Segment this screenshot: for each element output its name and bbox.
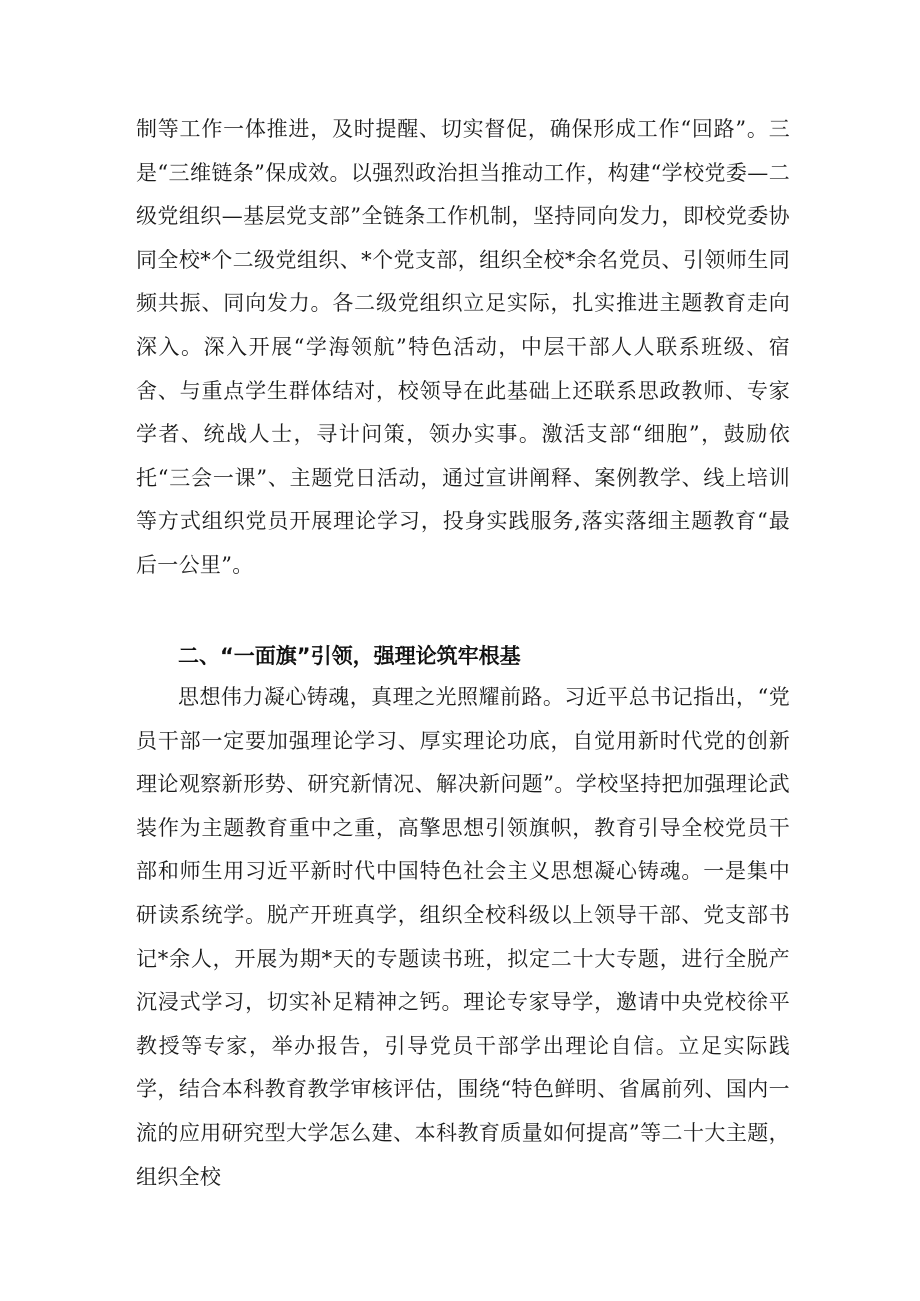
section-heading: 二、“一面旗”引领，强理论筑牢根基 [178, 644, 521, 668]
body-paragraph-continued: 制等工作一体推进，及时提醒、切实督促，确保形成工作“回路”。三是“三维链条”保成效。以强烈政治担当推动工作，构建“学校党委—二级党组织—基层党支部”全链条工作机制，坚持同向发力，即校党委协同全校*个二级党组织、*个党支部，组织全校*余名党员、引领师生同频共振、同向发力。各二级党组织立足实际，扎实推进主题教育走向深入。深入开展“学海领航”特色活动，中层干部人人联系班级、宿舍、与重点学生群体结对，校领导在此基础上还联系思政教师、专家学者、统战人士，寻计问策，领办实事。激活支部“细胞”，鼓励依托“三会一课”、主题党日活动，通过宣讲阐释、案例教学、线上培训等方式组织党员开展理论学习，投身实践服务,落实落细主题教育“最后一公里”。 [136, 117, 790, 577]
body-paragraph: 思想伟力凝心铸魂，真理之光照耀前路。习近平总书记指出，“党员干部一定要加强理论学习、厚实理论功底，自觉用新时代党的创新理论观察新形势、研究新情况、解决新问题”。学校坚持把加强理论武装作为主题教育重中之重，高擎思想引领旗帜，教育引导全校党员干部和师生用习近平新时代中国特色社会主义思想凝心铸魂。一是集中研读系统学。脱产开班真学，组织全校科级以上领导干部、党支部书记*余人，开展为期*天的专题读书班，拟定二十大专题，进行全脱产沉浸式学习，切实补足精神之钙。理论专家导学，邀请中央党校徐平教授等专家，举办报告，引导党员干部学出理论自信。立足实际践学，结合本科教育教学审核评估，围绕“特色鲜明、省属前列、国内一流的应用研究型大学怎么建、本科教育质量如何提高”等二十大主题，组织全校 [136, 685, 790, 1189]
